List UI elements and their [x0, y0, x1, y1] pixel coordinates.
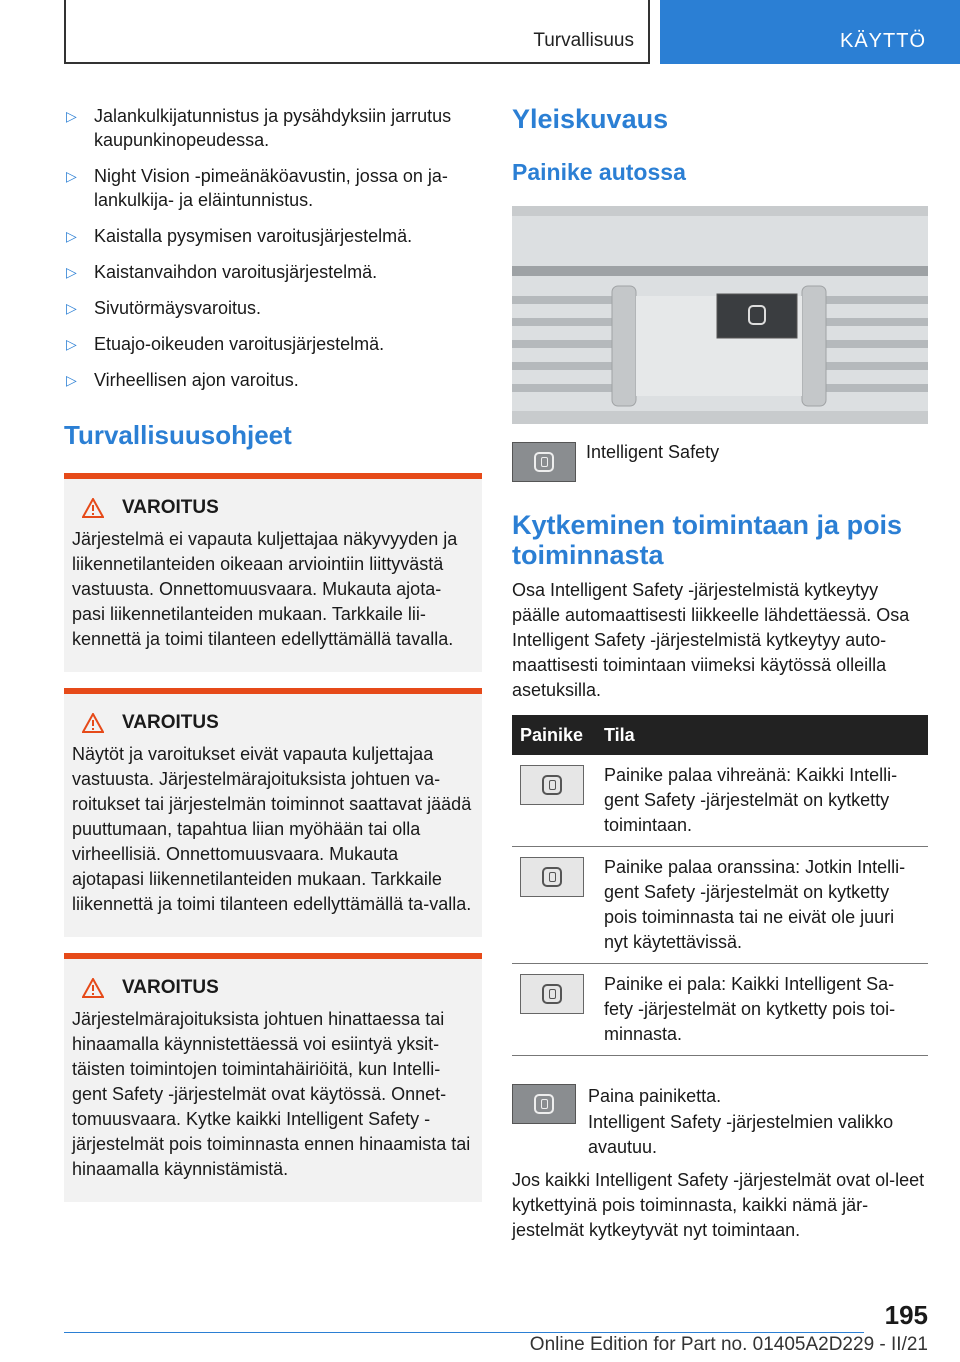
header-section-title: Turvallisuus	[533, 30, 634, 51]
header-chapter-tab[interactable]	[660, 0, 960, 64]
footer-divider	[64, 1332, 864, 1333]
activation-intro: Osa Intelligent Safety -järjestelmistä kytkeytyy päälle automaattisesti liikkeelle lähdettäessä. Osa Intelligent Safety -järjestelmistä kytkeytyy auto-maattisesti toimintaan viimeksi käytössä olleilla asetuksilla.	[512, 580, 910, 700]
triangle-bullet-icon: ▷	[66, 336, 77, 352]
table-header-state: Tila	[596, 715, 928, 755]
warning-label: VAROITUS	[122, 977, 219, 998]
intelligent-safety-label: Intelligent Safety	[586, 442, 720, 462]
intelligent-safety-button-icon	[520, 765, 584, 805]
overview-subheading: Painike autossa	[512, 159, 686, 185]
warning-text: Järjestelmä ei vapauta kuljettajaa näkyvyyden ja liikennetilanteiden oikeaan arviointiin liittyvästä vastuusta. Onnettomuusvaara. Mukauta ajota-pasi liikennetilanteiden mukaan. Tarkkaile lii-kennettä ja toimi tilanteen edellyttämällä tavalla.	[72, 529, 458, 649]
final-paragraph: Jos kaikki Intelligent Safety -järjestelmät ovat ol-leet kytkettyinä pois toiminnasta, kaikki nämä jär-jestelmät kytkeytyvät nyt toimintaan.	[512, 1170, 925, 1240]
warning-header	[72, 497, 474, 519]
table-row	[512, 755, 928, 847]
intelligent-safety-legend	[512, 442, 928, 482]
warning-header	[72, 977, 474, 999]
press-text: Paina painiketta.	[588, 1086, 722, 1106]
warning-box	[64, 473, 482, 672]
button-state-table	[512, 715, 928, 1056]
table-cell-state: Painike palaa vihreänä: Kaikki Intelli-gent Safety -järjestelmät on kytketty toimintaan.	[596, 755, 928, 847]
press-result-text: Intelligent Safety -järjestelmien valikko avautuu.	[588, 1112, 894, 1157]
list-item: ▷ Night Vision -pimeänäköavustin, jossa on ja-lankulkija- ja eläintunnistus.	[66, 166, 448, 210]
table-cell-state: Painike ei pala: Kaikki Intelligent Sa-fety -järjestelmät on kytketty pois toi-minnasta.	[596, 964, 928, 1056]
intelligent-safety-button-icon	[520, 974, 584, 1014]
dashboard-vents-illustration	[512, 206, 928, 424]
triangle-bullet-icon: ▷	[66, 372, 77, 388]
triangle-bullet-icon: ▷	[66, 108, 77, 124]
intelligent-safety-button-icon	[520, 857, 584, 897]
warning-triangle-icon	[82, 713, 104, 733]
right-column	[512, 104, 928, 1243]
warning-text: Näytöt ja varoitukset eivät vapauta kuljettajaa vastuusta. Järjestelmärajoituksista johtuen va-roitukset tai järjestelmän toiminnot saattavat jäädä puuttumaan, tapahtua liian myöhään tai olla virheellisiä. Onnettomuusvaara. Mukauta ajotapasi liikennetilanteiden mukaan. Tarkkaile liikennettä ja toimi tilanteen edellyttämällä ta-valla.	[72, 744, 472, 914]
activation-heading: Kytkeminen toimintaan ja pois toiminnasta	[512, 510, 903, 570]
table-header-row	[512, 715, 928, 755]
triangle-bullet-icon: ▷	[66, 300, 77, 316]
table-header-button: Painike	[512, 715, 596, 755]
warning-text: Järjestelmärajoituksista johtuen hinattaessa tai hinaamalla käynnistettäessä voi esiintyä yksit-täisten toimintojen toimintahäiriöitä, kun Intelli-gent Safety -järjestelmät ovat käytössä. Onnet-tomuusvaara. Kytke kaikki Intelligent Safety -järjestelmät pois toiminnasta ennen hinaamista tai hinaamalla käynnistämistä.	[72, 1009, 471, 1179]
triangle-bullet-icon: ▷	[66, 228, 77, 244]
table-row	[512, 847, 928, 964]
intelligent-safety-button-icon	[512, 442, 576, 482]
warning-box	[64, 953, 482, 1202]
warning-triangle-icon	[82, 978, 104, 998]
safety-heading: Turvallisuusohjeet	[64, 420, 292, 450]
warning-triangle-icon	[82, 498, 104, 518]
warning-header	[72, 712, 474, 734]
list-item: ▷ Kaistanvaihdon varoitusjärjestelmä.	[66, 262, 378, 282]
warning-box	[64, 688, 482, 937]
left-column	[64, 104, 482, 1218]
table-cell-state: Painike palaa oranssina: Jotkin Intelli-gent Safety -järjestelmät on kytketty pois toiminnasta tai ne eivät ole juuri nyt käytettävissä.	[596, 847, 928, 964]
triangle-bullet-icon: ▷	[66, 168, 77, 184]
list-item: ▷ Kaistalla pysymisen varoitusjärjestelmä.	[66, 226, 413, 246]
warning-label: VAROITUS	[122, 712, 219, 733]
footer-edition: Online Edition for Part no. 01405A2D229 - II/21	[529, 1334, 928, 1355]
triangle-bullet-icon: ▷	[66, 264, 77, 280]
list-item: ▷ Sivutörmäysvaroitus.	[66, 298, 262, 318]
header-chapter-title: KÄYTTÖ	[839, 30, 926, 52]
list-item: ▷ Virheellisen ajon varoitus.	[66, 370, 299, 390]
list-item: ▷ Jalankulkijatunnistus ja pysähdyksiin jarrutus kaupunkinopeudessa.	[66, 106, 452, 150]
warning-label: VAROITUS	[122, 497, 219, 518]
overview-heading: Yleiskuvaus	[512, 104, 669, 134]
page-number: 195	[884, 1300, 928, 1330]
intelligent-safety-button-icon	[512, 1084, 576, 1124]
table-row	[512, 964, 928, 1056]
bullet-list	[64, 104, 482, 392]
list-item: ▷ Etuajo-oikeuden varoitusjärjestelmä.	[66, 334, 385, 354]
header-section-box	[64, 0, 650, 64]
dashboard-photo	[512, 206, 928, 424]
